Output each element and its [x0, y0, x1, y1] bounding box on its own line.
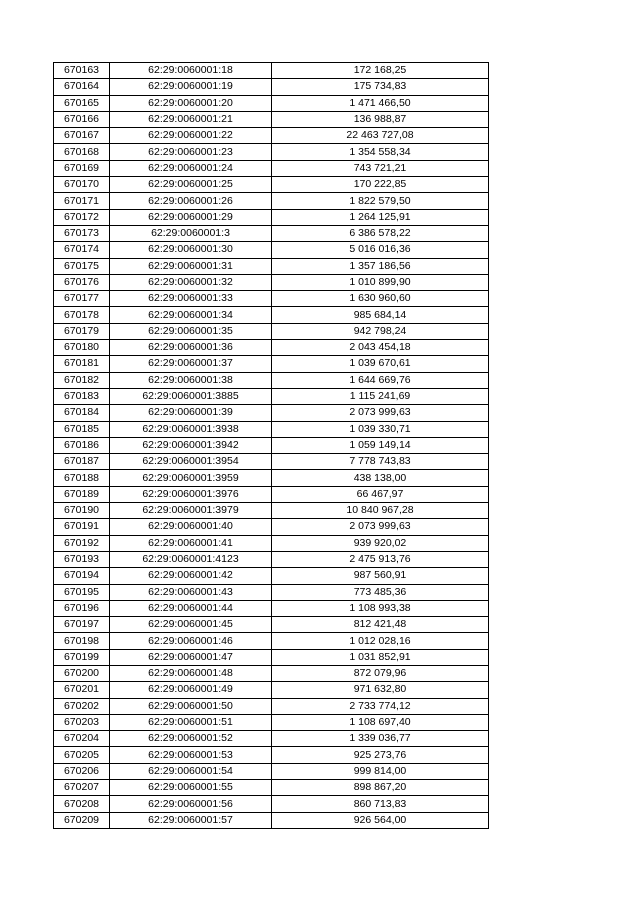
table-row — [54, 551, 489, 567]
cadastral-number-cell: 62:29:0060001:29 — [110, 209, 272, 225]
row-number-cell: 670202 — [54, 698, 110, 714]
cadastral-number-cell: 62:29:0060001:56 — [110, 796, 272, 812]
table-row — [54, 796, 489, 812]
cadastral-number-cell: 62:29:0060001:45 — [110, 617, 272, 633]
table-row — [54, 568, 489, 584]
cadastral-number-cell: 62:29:0060001:24 — [110, 160, 272, 176]
row-number-cell: 670164 — [54, 79, 110, 95]
cadastral-number-cell: 62:29:0060001:23 — [110, 144, 272, 160]
table-row — [54, 812, 489, 828]
row-number-cell: 670179 — [54, 323, 110, 339]
row-number-cell: 670171 — [54, 193, 110, 209]
row-number-cell: 670185 — [54, 421, 110, 437]
cadastral-value-cell: 66 467,97 — [272, 486, 489, 502]
table-row — [54, 503, 489, 519]
cadastral-number-cell: 62:29:0060001:40 — [110, 519, 272, 535]
cadastral-number-cell: 62:29:0060001:3976 — [110, 486, 272, 502]
row-number-cell: 670176 — [54, 274, 110, 290]
cadastral-number-cell: 62:29:0060001:55 — [110, 780, 272, 796]
table-row — [54, 95, 489, 111]
cadastral-number-cell: 62:29:0060001:44 — [110, 600, 272, 616]
table-row — [54, 682, 489, 698]
row-number-cell: 670174 — [54, 242, 110, 258]
cadastral-number-cell: 62:29:0060001:47 — [110, 649, 272, 665]
cadastral-number-cell: 62:29:0060001:32 — [110, 274, 272, 290]
cadastral-value-cell: 170 222,85 — [272, 177, 489, 193]
cadastral-number-cell: 62:29:0060001:54 — [110, 763, 272, 779]
cadastral-value-cell: 2 073 999,63 — [272, 519, 489, 535]
cadastral-number-cell: 62:29:0060001:21 — [110, 111, 272, 127]
cadastral-value-cell: 1 471 466,50 — [272, 95, 489, 111]
row-number-cell: 670186 — [54, 437, 110, 453]
row-number-cell: 670182 — [54, 372, 110, 388]
row-number-cell: 670173 — [54, 225, 110, 241]
cadastral-value-cell: 1 031 852,91 — [272, 649, 489, 665]
cadastral-number-cell: 62:29:0060001:19 — [110, 79, 272, 95]
table-row — [54, 780, 489, 796]
cadastral-value-cell: 898 867,20 — [272, 780, 489, 796]
cadastral-value-cell: 1 630 960,60 — [272, 291, 489, 307]
cadastral-number-cell: 62:29:0060001:31 — [110, 258, 272, 274]
table-row — [54, 731, 489, 747]
cadastral-number-cell: 62:29:0060001:36 — [110, 340, 272, 356]
cadastral-value-cell: 971 632,80 — [272, 682, 489, 698]
row-number-cell: 670201 — [54, 682, 110, 698]
cadastral-value-cell: 1 354 558,34 — [272, 144, 489, 160]
cadastral-value-cell: 939 920,02 — [272, 535, 489, 551]
row-number-cell: 670207 — [54, 780, 110, 796]
cadastral-value-cell: 136 988,87 — [272, 111, 489, 127]
table-row — [54, 209, 489, 225]
table-row — [54, 437, 489, 453]
cadastral-value-cell: 438 138,00 — [272, 470, 489, 486]
cadastral-number-cell: 62:29:0060001:39 — [110, 405, 272, 421]
table-row — [54, 454, 489, 470]
table-body — [54, 63, 489, 829]
cadastral-number-cell: 62:29:0060001:50 — [110, 698, 272, 714]
row-number-cell: 670167 — [54, 128, 110, 144]
cadastral-value-cell: 1 644 669,76 — [272, 372, 489, 388]
row-number-cell: 670168 — [54, 144, 110, 160]
cadastral-number-cell: 62:29:0060001:3 — [110, 225, 272, 241]
table-row — [54, 519, 489, 535]
row-number-cell: 670204 — [54, 731, 110, 747]
table-row — [54, 225, 489, 241]
table-row — [54, 600, 489, 616]
table-row — [54, 747, 489, 763]
row-number-cell: 670187 — [54, 454, 110, 470]
cadastral-number-cell: 62:29:0060001:20 — [110, 95, 272, 111]
table-row — [54, 388, 489, 404]
table-row — [54, 405, 489, 421]
cadastral-number-cell: 62:29:0060001:4123 — [110, 551, 272, 567]
cadastral-value-cell: 5 016 016,36 — [272, 242, 489, 258]
cadastral-number-cell: 62:29:0060001:41 — [110, 535, 272, 551]
table-row — [54, 763, 489, 779]
cadastral-value-cell: 1 264 125,91 — [272, 209, 489, 225]
cadastral-number-cell: 62:29:0060001:38 — [110, 372, 272, 388]
cadastral-number-cell: 62:29:0060001:22 — [110, 128, 272, 144]
table-row — [54, 128, 489, 144]
cadastral-value-cell: 1 039 330,71 — [272, 421, 489, 437]
row-number-cell: 670206 — [54, 763, 110, 779]
cadastral-value-cell: 2 043 454,18 — [272, 340, 489, 356]
table-row — [54, 421, 489, 437]
row-number-cell: 670178 — [54, 307, 110, 323]
cadastral-value-cell: 860 713,83 — [272, 796, 489, 812]
row-number-cell: 670193 — [54, 551, 110, 567]
cadastral-value-cell: 172 168,25 — [272, 63, 489, 79]
cadastral-value-cell: 872 079,96 — [272, 665, 489, 681]
cadastral-number-cell: 62:29:0060001:37 — [110, 356, 272, 372]
row-number-cell: 670198 — [54, 633, 110, 649]
table-row — [54, 714, 489, 730]
table-row — [54, 63, 489, 79]
table-row — [54, 193, 489, 209]
cadastral-value-cell: 999 814,00 — [272, 763, 489, 779]
row-number-cell: 670190 — [54, 503, 110, 519]
table-row — [54, 258, 489, 274]
cadastral-number-cell: 62:29:0060001:35 — [110, 323, 272, 339]
cadastral-number-cell: 62:29:0060001:42 — [110, 568, 272, 584]
cadastral-number-cell: 62:29:0060001:18 — [110, 63, 272, 79]
table-row — [54, 307, 489, 323]
cadastral-number-cell: 62:29:0060001:3938 — [110, 421, 272, 437]
table-row — [54, 665, 489, 681]
row-number-cell: 670169 — [54, 160, 110, 176]
table-row — [54, 160, 489, 176]
row-number-cell: 670195 — [54, 584, 110, 600]
row-number-cell: 670194 — [54, 568, 110, 584]
cadastral-value-cell: 942 798,24 — [272, 323, 489, 339]
row-number-cell: 670166 — [54, 111, 110, 127]
cadastral-value-cell: 1 108 993,38 — [272, 600, 489, 616]
cadastral-value-cell: 2 475 913,76 — [272, 551, 489, 567]
table-row — [54, 242, 489, 258]
cadastral-number-cell: 62:29:0060001:43 — [110, 584, 272, 600]
cadastral-number-cell: 62:29:0060001:25 — [110, 177, 272, 193]
table-row — [54, 356, 489, 372]
cadastral-value-cell: 985 684,14 — [272, 307, 489, 323]
cadastral-value-cell: 1 108 697,40 — [272, 714, 489, 730]
cadastral-number-cell: 62:29:0060001:57 — [110, 812, 272, 828]
table-row — [54, 584, 489, 600]
cadastral-number-cell: 62:29:0060001:49 — [110, 682, 272, 698]
cadastral-value-table — [53, 62, 489, 829]
row-number-cell: 670181 — [54, 356, 110, 372]
row-number-cell: 670183 — [54, 388, 110, 404]
table-row — [54, 274, 489, 290]
cadastral-value-cell: 1 339 036,77 — [272, 731, 489, 747]
cadastral-value-cell: 1 357 186,56 — [272, 258, 489, 274]
cadastral-value-cell: 175 734,83 — [272, 79, 489, 95]
row-number-cell: 670180 — [54, 340, 110, 356]
table-row — [54, 535, 489, 551]
row-number-cell: 670192 — [54, 535, 110, 551]
row-number-cell: 670205 — [54, 747, 110, 763]
cadastral-value-cell: 2 733 774,12 — [272, 698, 489, 714]
table-row — [54, 291, 489, 307]
row-number-cell: 670199 — [54, 649, 110, 665]
row-number-cell: 670203 — [54, 714, 110, 730]
cadastral-number-cell: 62:29:0060001:3942 — [110, 437, 272, 453]
row-number-cell: 670208 — [54, 796, 110, 812]
cadastral-number-cell: 62:29:0060001:33 — [110, 291, 272, 307]
cadastral-number-cell: 62:29:0060001:3954 — [110, 454, 272, 470]
cadastral-number-cell: 62:29:0060001:3979 — [110, 503, 272, 519]
row-number-cell: 670170 — [54, 177, 110, 193]
cadastral-value-cell: 1 012 028,16 — [272, 633, 489, 649]
row-number-cell: 670209 — [54, 812, 110, 828]
cadastral-value-cell: 1 115 241,69 — [272, 388, 489, 404]
row-number-cell: 670188 — [54, 470, 110, 486]
row-number-cell: 670200 — [54, 665, 110, 681]
cadastral-value-cell: 1 010 899,90 — [272, 274, 489, 290]
cadastral-value-cell: 925 273,76 — [272, 747, 489, 763]
table-row — [54, 617, 489, 633]
row-number-cell: 670197 — [54, 617, 110, 633]
row-number-cell: 670196 — [54, 600, 110, 616]
table-row — [54, 649, 489, 665]
row-number-cell: 670184 — [54, 405, 110, 421]
cadastral-value-cell: 743 721,21 — [272, 160, 489, 176]
cadastral-value-cell: 6 386 578,22 — [272, 225, 489, 241]
cadastral-number-cell: 62:29:0060001:26 — [110, 193, 272, 209]
cadastral-value-cell: 773 485,36 — [272, 584, 489, 600]
table-row — [54, 177, 489, 193]
cadastral-value-cell: 1 059 149,14 — [272, 437, 489, 453]
cadastral-number-cell: 62:29:0060001:30 — [110, 242, 272, 258]
cadastral-value-cell: 10 840 967,28 — [272, 503, 489, 519]
cadastral-number-cell: 62:29:0060001:3885 — [110, 388, 272, 404]
cadastral-value-cell: 1 039 670,61 — [272, 356, 489, 372]
row-number-cell: 670191 — [54, 519, 110, 535]
cadastral-value-cell: 7 778 743,83 — [272, 454, 489, 470]
cadastral-number-cell: 62:29:0060001:51 — [110, 714, 272, 730]
table-row — [54, 111, 489, 127]
table-row — [54, 698, 489, 714]
cadastral-number-cell: 62:29:0060001:48 — [110, 665, 272, 681]
cadastral-value-cell: 2 073 999,63 — [272, 405, 489, 421]
row-number-cell: 670189 — [54, 486, 110, 502]
row-number-cell: 670163 — [54, 63, 110, 79]
table-row — [54, 486, 489, 502]
cadastral-number-cell: 62:29:0060001:3959 — [110, 470, 272, 486]
cadastral-value-cell: 812 421,48 — [272, 617, 489, 633]
cadastral-number-cell: 62:29:0060001:53 — [110, 747, 272, 763]
cadastral-number-cell: 62:29:0060001:34 — [110, 307, 272, 323]
table-row — [54, 633, 489, 649]
table-row — [54, 144, 489, 160]
row-number-cell: 670177 — [54, 291, 110, 307]
row-number-cell: 670172 — [54, 209, 110, 225]
cadastral-value-cell: 926 564,00 — [272, 812, 489, 828]
cadastral-value-cell: 22 463 727,08 — [272, 128, 489, 144]
table-row — [54, 79, 489, 95]
table-row — [54, 340, 489, 356]
cadastral-number-cell: 62:29:0060001:46 — [110, 633, 272, 649]
row-number-cell: 670165 — [54, 95, 110, 111]
row-number-cell: 670175 — [54, 258, 110, 274]
cadastral-number-cell: 62:29:0060001:52 — [110, 731, 272, 747]
table-row — [54, 470, 489, 486]
table-row — [54, 372, 489, 388]
table-row — [54, 323, 489, 339]
cadastral-value-cell: 987 560,91 — [272, 568, 489, 584]
cadastral-value-cell: 1 822 579,50 — [272, 193, 489, 209]
